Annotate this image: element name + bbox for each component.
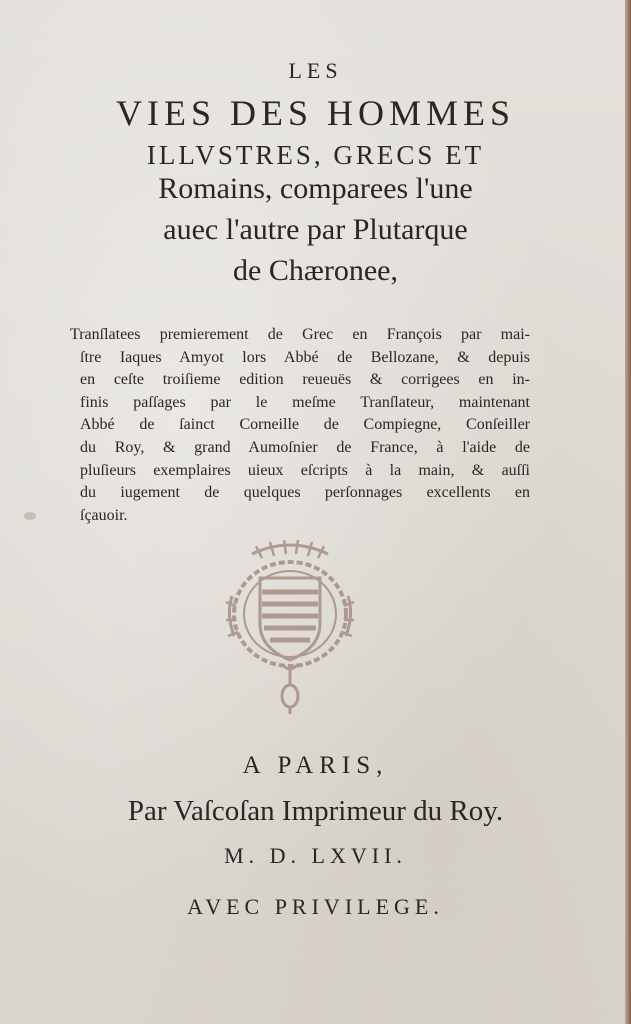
title-line-illustres: ILLVSTRES, GRECS ET — [146, 140, 485, 170]
description-line: ſtre Iaques Amyot lors Abbé de Bellozane, & depuis — [80, 348, 530, 366]
description-line: finis paſſages par le meſme Tranſlateur, maintenant — [80, 393, 530, 411]
ink-spot — [24, 512, 36, 520]
description-line: Abbé de ſainct Corneille de Compiegne, Conſeiller — [80, 416, 530, 434]
description-line: du iugement de quelques perſonnages excellents en — [80, 484, 530, 502]
title-line-auec: auec l'autre par Plutarque — [163, 213, 468, 246]
title-line-les: LES — [288, 58, 343, 83]
description-line: Tranſlatees premierement de Grec en François par mai- — [70, 326, 530, 343]
description-line: ſçauoir. — [80, 506, 128, 524]
title-line-chaeronee: de Chæronee, — [233, 254, 398, 287]
imprint-privilege: AVEC PRIVILEGE. — [187, 894, 444, 919]
description-line: pluſieurs exemplaires uieux eſcripts à la main, & auſſi — [80, 461, 530, 479]
description-line: du Roy, & grand Aumoſnier de France, à l'aide de — [80, 438, 530, 456]
description-line: en ceſte troiſieme edition reueuës & corrigees en in- — [80, 371, 530, 389]
imprint-year: M. D. LXVII. — [224, 843, 407, 868]
imprint-printer: Par Vaſcoſan Imprimeur du Roy. — [127, 795, 504, 827]
printers-device-emblem — [222, 536, 358, 716]
title-line-vies: VIES DES HOMMES — [115, 93, 516, 133]
title-line-romains: Romains, comparees l'une — [158, 172, 473, 205]
description-paragraph — [70, 324, 530, 527]
imprint-place: A PARIS, — [242, 752, 389, 779]
